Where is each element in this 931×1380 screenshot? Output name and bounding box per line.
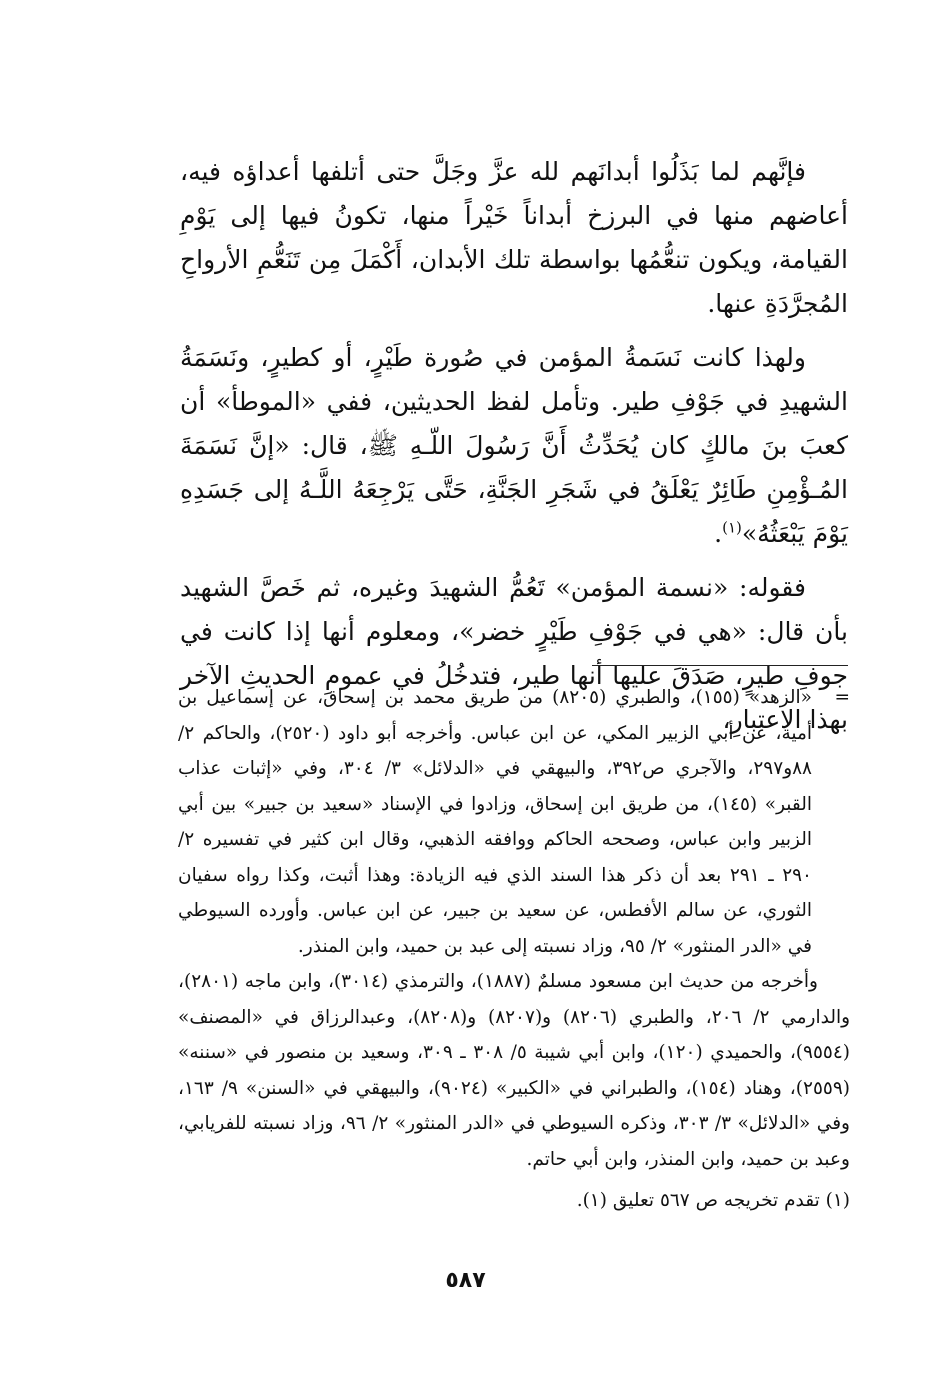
footnote-1: (١) تقدم تخريجه ص ٥٦٧ تعليق (١). — [576, 1190, 850, 1211]
main-text — [180, 150, 848, 742]
footnote-separator — [592, 665, 848, 666]
paragraph-1: فإنَّهم لما بَذَلُوا أبدانَهم لله عزَّ وجَلَّ حتى أتلفها أعداؤه فيه، أعاضهم منها في البرزخ أبداناً خَيْراً منها، تكونُ فيها إلى يَوْمِ القيامة، ويكون تنعُّمُها بواسطة تلك الأبدان، أَكْمَلَ مِن تَنَعُّمِ الأرواحِ المُجرَّدَةِ عنها. — [180, 157, 848, 318]
page-number: ٥٨٧ — [445, 1268, 486, 1293]
paragraph-3: فقوله: «نسمة المؤمن» تَعُمُّ الشهيدَ وغيره، ثم خَصَّ الشهيد بأن قال: «هي في جَوْفِ طَيْرٍ خضر»، ومعلوم أنها إذا كانت في جوفِ طيرٍ، صَدَقَ عليها أنها طير، فتدخُلُ في عمومِ الحديثِ الآخر بهذا الاعتبارِ، — [180, 573, 848, 734]
footnote-ref-1[interactable]: (١) — [722, 518, 742, 537]
paragraph-2-end: . — [714, 519, 723, 548]
paragraph-2-intro: ولهذا كانت نَسَمةُ المؤمن في صُورة طَيْرٍ، أو كطيرٍ، ونَسَمَةُ الشهيدِ في جَوْفِ طير. وتأمل لفظ الحديثين، ففي «الموطأ» أن كعبَ بنَ مالكٍ كان يُحَدِّثُ أَنَّ رَسُولَ اللّـهِ ﷺ، قال: — [180, 343, 848, 460]
footnote-second-paragraph: وأخرجه من حديث ابن مسعود مسلمٌ (١٨٨٧)، والترمذي (٣٠١٤)، وابن ماجه (٢٨٠١)، والدارمي ٢/ ٢٠٦، والطبري (٨٢٠٦) و(٨٢٠٧) و(٨٢٠٨)، وعبدالرزاق في «المصنف» (٩٥٥٤)، والحميدي (١٢٠)، وابن أبي شيبة ٥/ ٣٠٨ ـ ٣٠٩، وسعيد بن منصور في «سننه» (٢٥٥٩)، وهناد (١٥٤)، والطبراني في «الكبير» (٩٠٢٤)، والبيهقي في «السنن» ٩/ ١٦٣، وفي «الدلائل» ٣/ ٣٠٣، وذكره السيوطي في «الدر المنثور» ٢/ ٩٦، وزاد نسبته للفريابي، وعبد بن حميد، وابن المنذر، وابن أبي حاتم. — [178, 971, 851, 1170]
footnote-continuation-text: «الزهد» (١٥٥)، والطبري (٨٢٠٥) من طريق محمد بن إسحاق، عن إسماعيل بن أمية، عن أبي الزبير المكي، عن ابن عباس. وأخرجه أبو داود (٢٥٢٠)، والحاكم ٢/ ٨٨و٢٩٧، والآجري ص٣٩٢، والبيهقي في «الدلائل» ٣/ ٣٠٤، وفي «إثبات عذاب القبر» (١٤٥)، من طريق ابن إسحاق، وزادوا في الإسناد «سعيد بن جبير» بين أبي الزبير وابن عباس، وصححه الحاكم ووافقه الذهبي، وقال ابن كثير في تفسيره ٢/ ٢٩٠ ـ ٢٩١ بعد أن ذكر هذا السند الذي فيه الزيادة: وهذا أثبت، وكذا رواه سفيان الثوري، عن سالم الأفطس، عن سعيد بن جبير، عن ابن عباس. وأورده السيوطي في «الدر المنثور» ٢/ ٩٥، وزاد نسبته إلى عبد بن حميد، وابن المنذر. — [178, 687, 812, 957]
footnote-continuation — [178, 680, 850, 964]
hadith-quote: «إنَّ نَسَمَةَ المُـؤْمِنِ طَائِرٌ يَعْلَقُ في شَجَرِ الجَنَّةِ، حَتَّى يَرْجِعَهُ اللَّـهُ إلى جَسَدِهِ يَوْمَ يَبْعَثُهُ» — [180, 431, 848, 548]
footnotes — [178, 680, 850, 1219]
continuation-mark: = — [834, 687, 850, 708]
paragraph-2 — [180, 336, 848, 556]
